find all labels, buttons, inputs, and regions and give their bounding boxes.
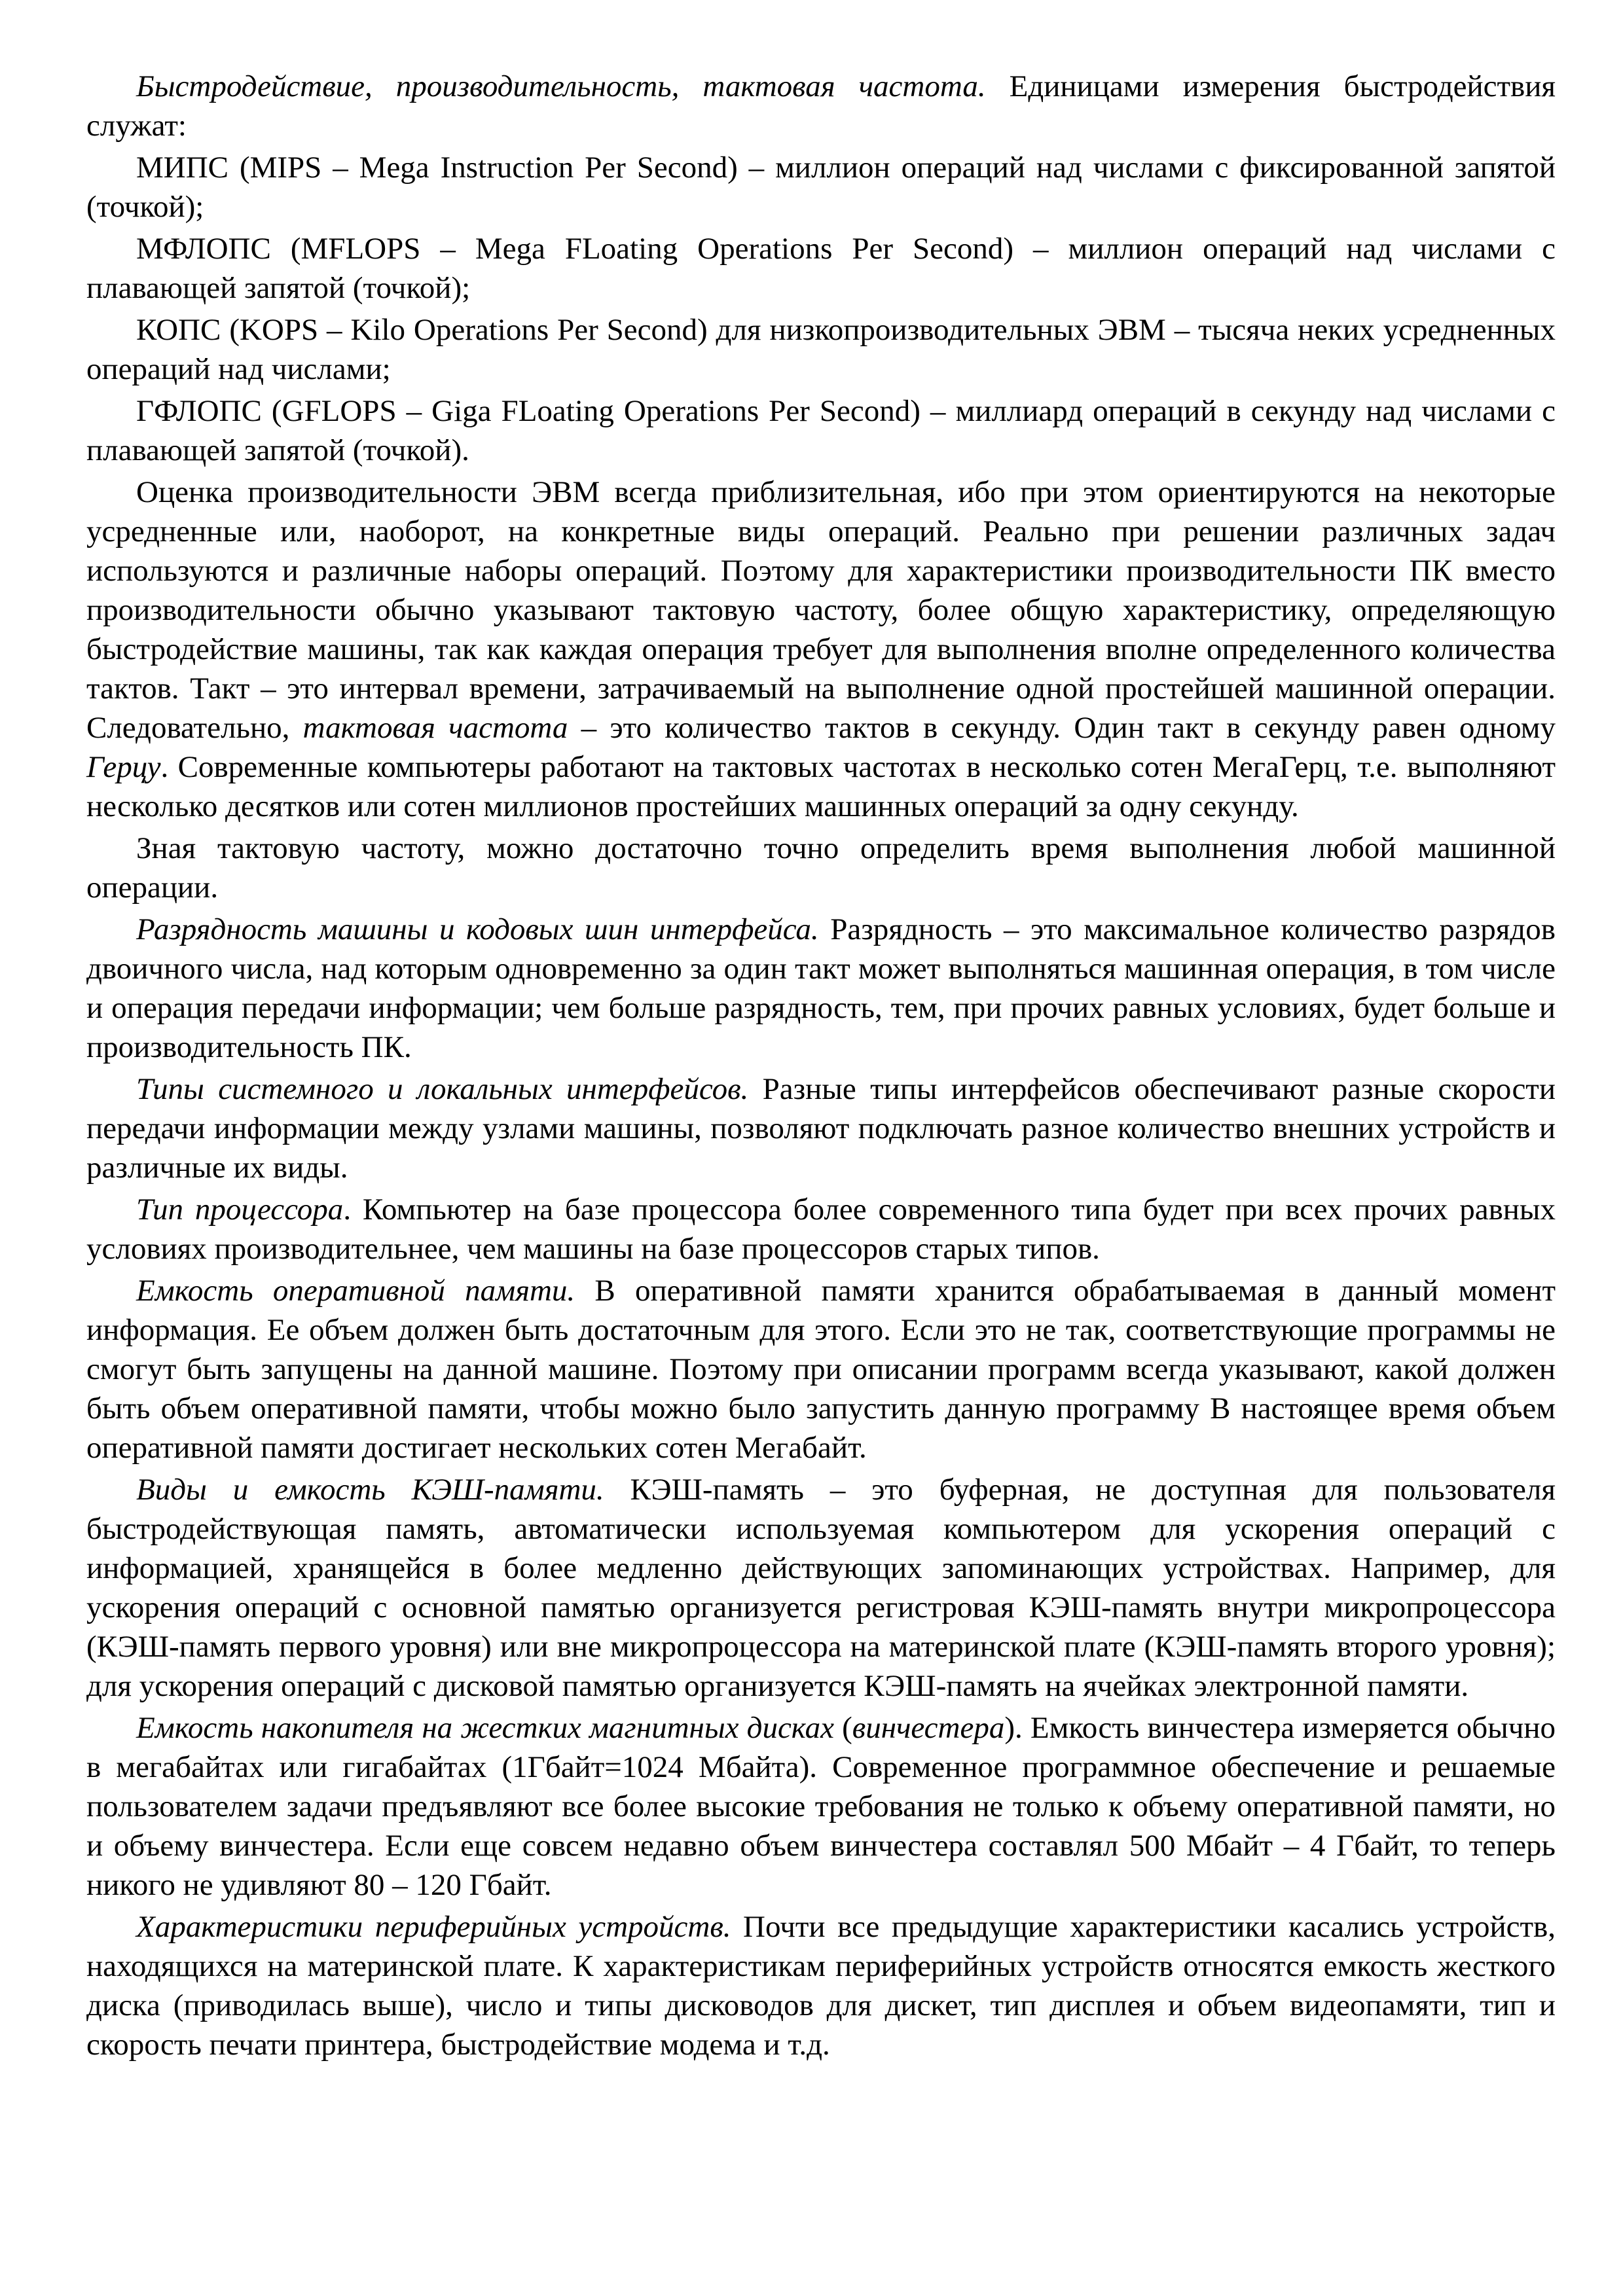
paragraph-text: Зная тактовую частоту, можно достаточно точно определить время выполнения любой машинной операции. bbox=[86, 831, 1556, 905]
paragraph-hard-disk bbox=[86, 1708, 1556, 1905]
paragraph-text: КОПС (KOPS – Kilo Operations Per Second) для низкопроизводительных ЭВМ – тысяча неких усредненных операций над числами; bbox=[86, 313, 1556, 386]
paragraph-peripherals bbox=[86, 1907, 1556, 2064]
paragraph-ram bbox=[86, 1271, 1556, 1467]
term-winchester: винчестера bbox=[852, 1711, 1005, 1745]
paragraph-cache bbox=[86, 1470, 1556, 1706]
paragraph-text: Единицами измерения быстродействия служат: bbox=[86, 69, 1556, 143]
paragraph-text: МИПС (MIPS – Mega Instruction Per Second) – миллион операций над числами с фиксированной запятой (точкой); bbox=[86, 151, 1556, 224]
paragraph-bitness bbox=[86, 910, 1556, 1067]
term-peripherals: Характеристики периферийных устройств. bbox=[136, 1910, 731, 1944]
term-clock-rate: тактовая частота bbox=[302, 711, 568, 745]
paragraph-text: . Компьютер на базе процессора более современного типа будет при всех прочих равных условиях производительнее, чем машины на базе процессоров старых типов. bbox=[86, 1193, 1556, 1266]
paragraph-text: – это количество тактов в секунду. Один такт в секунду равен одному bbox=[568, 711, 1556, 745]
paragraph-gflops bbox=[86, 391, 1556, 470]
paragraph-text: ( bbox=[834, 1711, 852, 1745]
paragraph-kops bbox=[86, 310, 1556, 389]
paragraph-text: . Современные компьютеры работают на тактовых частотах в несколько сотен МегаГерц, т.е. выполняют несколько десятков или сотен миллионов простейших машинных операций за одну секунду. bbox=[86, 750, 1556, 823]
term-interfaces: Типы системного и локальных интерфейсов. bbox=[136, 1072, 749, 1106]
paragraph-text: Почти все предыдущие характеристики касались устройств, находящихся на материнской плате. К характеристикам периферийных устройств относятся емкость жесткого диска (приводилась выше), число и типы дисководов для дискет, тип дисплея и объем видеопамяти, тип и скорость печати принтера, быстродействие модема и т.д. bbox=[86, 1910, 1556, 2062]
paragraph-clock-knowledge bbox=[86, 829, 1556, 907]
paragraph-processor-type bbox=[86, 1190, 1556, 1268]
term-performance: Быстродействие, производительность, тактовая частота. bbox=[136, 69, 986, 103]
paragraph-text: Разные типы интерфейсов обеспечивают разные скорости передачи информации между узлами машины, позволяют подключать разное количество внешних устройств и различные их виды. bbox=[86, 1072, 1556, 1185]
term-ram: Емкость оперативной памяти. bbox=[136, 1274, 575, 1308]
paragraph-clock-rate bbox=[86, 473, 1556, 826]
paragraph-mflops bbox=[86, 229, 1556, 308]
paragraph-text: В оперативной памяти хранится обрабатываемая в данный момент информация. Ее объем должен быть достаточным для этого. Если это не так, соответствующие программы не смогут быть запущены на данной машине. Поэтому при описании программ всегда указывают, какой должен быть объем оперативной памяти, чтобы можно было запустить данную программу В настоящее время объем оперативной памяти достигает нескольких сотен Мегабайт. bbox=[86, 1274, 1556, 1465]
paragraph-performance bbox=[86, 67, 1556, 145]
document-page bbox=[86, 67, 1556, 2064]
paragraph-text: КЭШ-память – это буферная, не доступная для пользователя быстродействующая память, автоматически используемая компьютером для ускорения операций с информацией, хранящейся в более медленно действующих запоминающих устройствах. Например, для ускорения операций с основной памятью организуется регистровая КЭШ-память внутри микропроцессора (КЭШ-память первого уровня) или вне микропроцессора на материнской плате (КЭШ-память второго уровня); для ускорения операций с дисковой памятью организуется КЭШ-память на ячейках электронной памяти. bbox=[86, 1473, 1556, 1703]
paragraph-interfaces bbox=[86, 1069, 1556, 1187]
term-bitness: Разрядность машины и кодовых шин интерфейса. bbox=[136, 912, 819, 946]
paragraph-text: МФЛОПС (MFLOPS – Mega FLoating Operations Per Second) – миллион операций над числами с плавающей запятой (точкой); bbox=[86, 232, 1556, 305]
term-hard-disk: Емкость накопителя на жестких магнитных дисках bbox=[136, 1711, 834, 1745]
term-processor-type: Тип процессора bbox=[136, 1193, 344, 1227]
paragraph-text: Разрядность – это максимальное количество разрядов двоичного числа, над которым одновременно за один такт может выполняться машинная операция, в том числе и операция передачи информации; чем больше разрядность, тем, при прочих равных условиях, будет больше и производительность ПК. bbox=[86, 912, 1556, 1064]
term-cache: Виды и емкость КЭШ-памяти. bbox=[136, 1473, 604, 1507]
paragraph-text: Оценка производительности ЭВМ всегда приблизительная, ибо при этом ориентируются на некоторые усредненные или, наоборот, на конкретные виды операций. Реально при решении различных задач используются и различные наборы операций. Поэтому для характеристики производительности ПК вместо производительности обычно указывают тактовую частоту, более общую характеристику, определяющую быстродействие машины, так как каждая операция требует для выполнения вполне определенного количества тактов. Такт – это интервал времени, затрачиваемый на выполнение одной простейшей машинной операции. Следовательно, bbox=[86, 475, 1556, 745]
paragraph-text: ГФЛОПС (GFLOPS – Giga FLoating Operations Per Second) – миллиард операций в секунду над числами с плавающей запятой (точкой). bbox=[86, 394, 1556, 467]
paragraph-mips bbox=[86, 148, 1556, 226]
term-hertz: Герцу bbox=[86, 750, 161, 784]
paragraph-text: ). Емкость винчестера измеряется обычно в мегабайтах или гигабайтах (1Гбайт=1024 Мбайта). Современное программное обеспечение и решаемые пользователем задачи предъявляют все более высокие требования не только к объему оперативной памяти, но и объему винчестера. Если еще совсем недавно объем винчестера составлял 500 Мбайт – 4 Гбайт, то теперь никого не удивляют 80 – 120 Гбайт. bbox=[86, 1711, 1556, 1902]
